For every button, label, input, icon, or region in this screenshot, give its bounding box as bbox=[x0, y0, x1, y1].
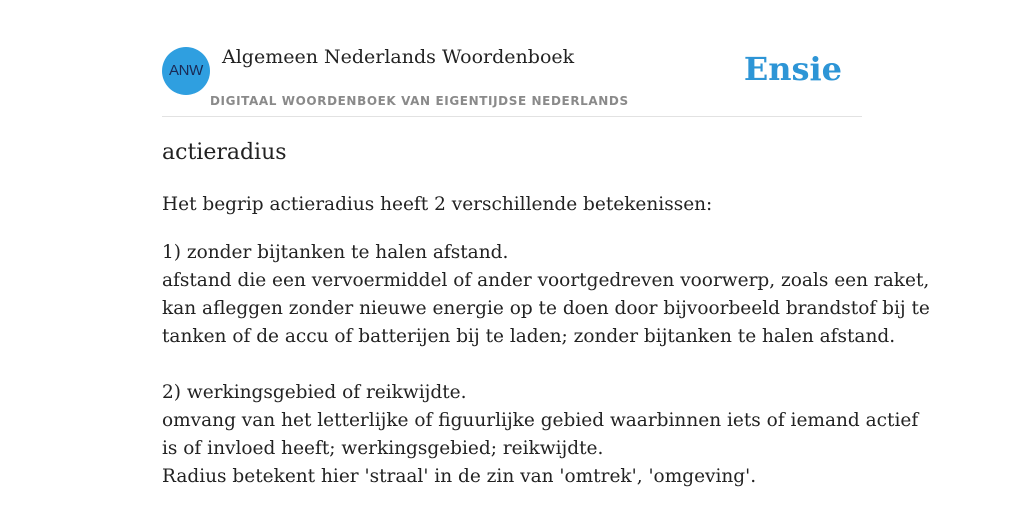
entry-headword: actieradius bbox=[162, 140, 287, 165]
meaning-text-line: kan afleggen zonder nieuwe energie op te doen door bijvoorbeeld brandstof bij te bbox=[162, 298, 930, 319]
ensie-brand-logo[interactable]: Ensie bbox=[743, 50, 842, 88]
meaning-2 bbox=[162, 379, 919, 491]
meaning-text-line: tanken of de accu of batterijen bij te laden; zonder bijtanken te halen afstand. bbox=[162, 326, 896, 347]
meaning-heading: 2) werkingsgebied of reikwijdte. bbox=[162, 382, 467, 403]
site-title[interactable]: Algemeen Nederlands Woordenboek bbox=[222, 46, 575, 68]
definitions-list bbox=[162, 239, 930, 491]
site-header bbox=[162, 40, 862, 117]
meaning-text-line: is of invloed heeft; werkingsgebied; reikwijdte. bbox=[162, 438, 604, 459]
meaning-1 bbox=[162, 239, 930, 351]
meaning-text-line: Radius betekent hier 'straal' in de zin van 'omtrek', 'omgeving'. bbox=[162, 466, 757, 487]
meaning-text-line: afstand die een vervoermiddel of ander voortgedreven voorwerp, zoals een raket, bbox=[162, 270, 930, 291]
meaning-text-line: omvang van het letterlijke of figuurlijke gebied waarbinnen iets of iemand actief bbox=[162, 410, 919, 431]
meaning-heading: 1) zonder bijtanken te halen afstand. bbox=[162, 242, 509, 263]
site-subtitle: DIGITAAL WOORDENBOEK VAN EIGENTIJDSE NEDERLANDS bbox=[210, 94, 629, 108]
anw-logo[interactable]: ANW bbox=[162, 47, 210, 95]
entry-intro: Het begrip actieradius heeft 2 verschillende betekenissen: bbox=[162, 194, 713, 215]
meaning-separator bbox=[162, 351, 882, 379]
